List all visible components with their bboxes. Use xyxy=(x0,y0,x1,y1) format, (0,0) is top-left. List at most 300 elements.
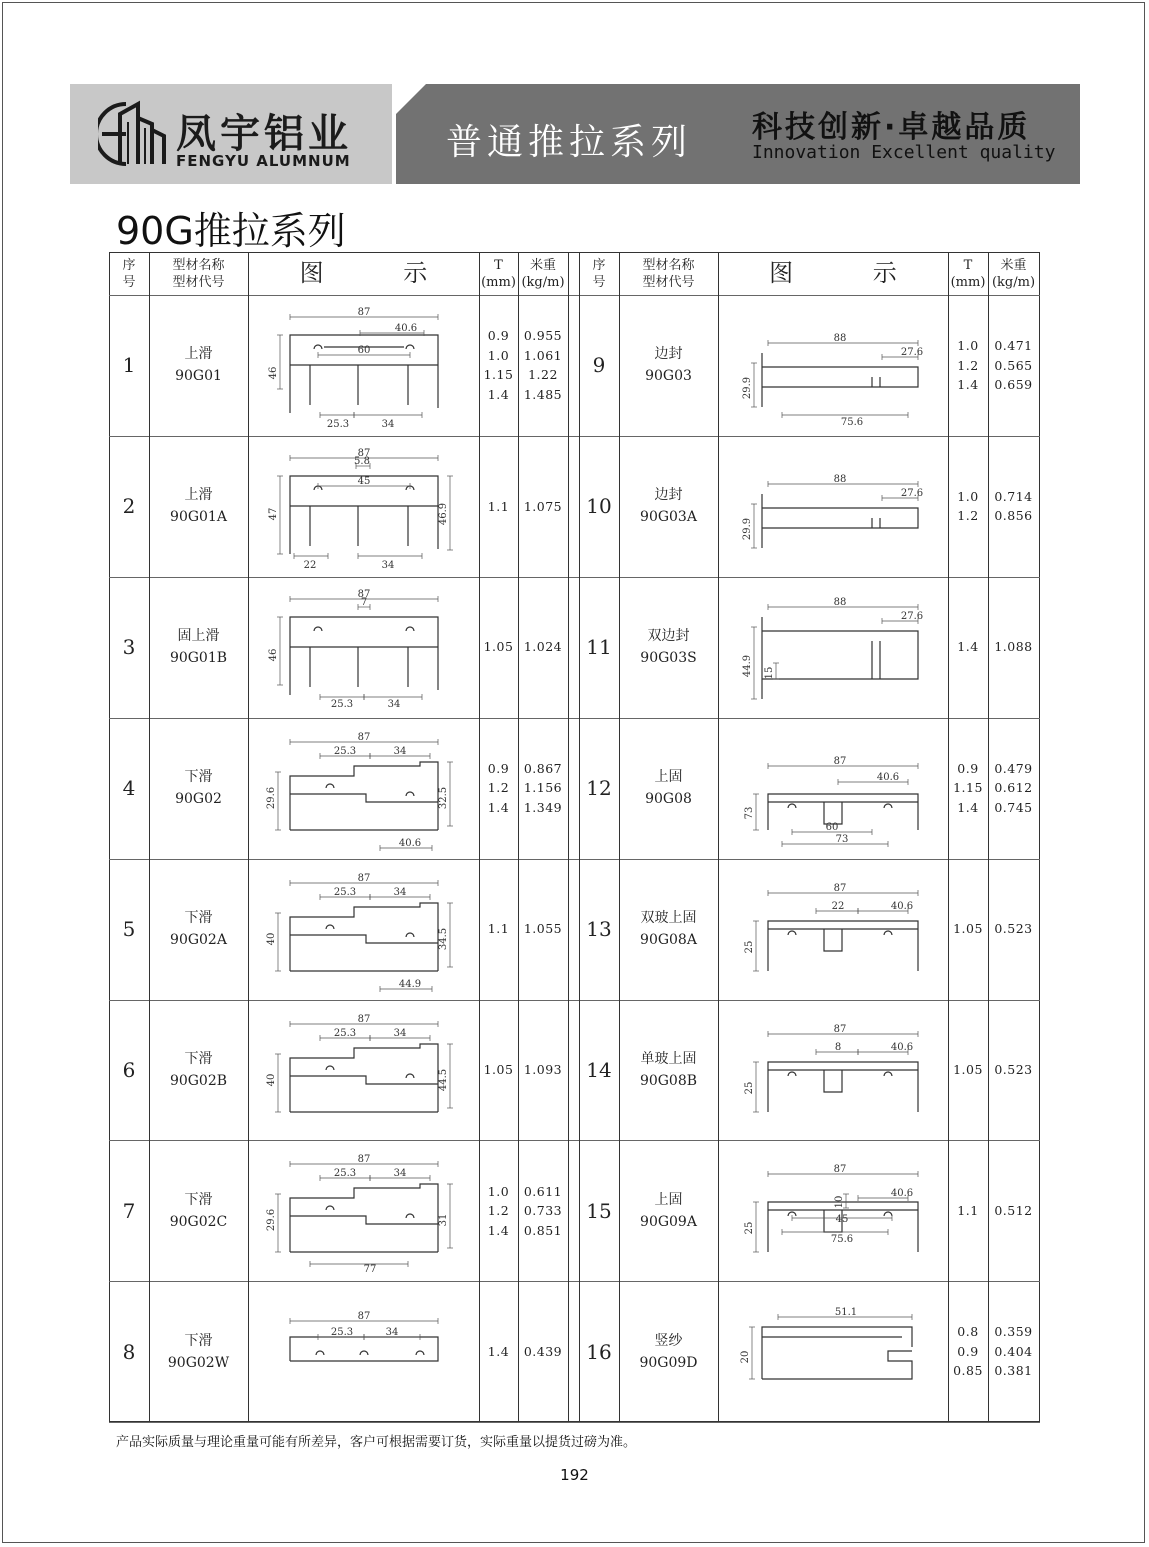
header-seq-line: 号 xyxy=(122,274,136,290)
profile-section-svg xyxy=(248,859,479,1000)
profile-code: 90G02W xyxy=(167,1354,230,1371)
profile-name-code xyxy=(619,577,718,718)
profile-code: 90G03 xyxy=(645,368,692,385)
row-number: 10 xyxy=(586,494,612,519)
header-weight xyxy=(988,252,1039,295)
profile-name: 边封 xyxy=(654,346,683,363)
thickness-value: 1.2 xyxy=(487,1203,510,1219)
dimension-label: 88 xyxy=(833,333,847,344)
weight-values xyxy=(518,577,568,718)
dimension-label: 87 xyxy=(357,447,371,459)
profile-name-code xyxy=(149,295,248,436)
thickness-value: 1.05 xyxy=(483,639,514,655)
weight-values xyxy=(518,1281,568,1422)
dimension-label: 87 xyxy=(357,307,371,318)
dimension-label: 25.3 xyxy=(330,698,354,710)
dimension-label: 34 xyxy=(381,559,395,571)
dimension-label: 87 xyxy=(833,1164,847,1176)
row-number: 11 xyxy=(586,635,612,660)
profile-drawing xyxy=(248,295,479,436)
profile-name: 下滑 xyxy=(184,769,213,786)
weight-value: 0.733 xyxy=(523,1203,563,1219)
profile-section-svg xyxy=(718,1281,948,1422)
dimension-label: 77 xyxy=(363,1264,377,1276)
dimension-label: 34 xyxy=(393,1027,407,1039)
profile-outline xyxy=(768,794,918,830)
dimension-label: 87 xyxy=(357,1013,371,1025)
profile-code: 90G02A xyxy=(170,932,227,949)
dimension-label: 20 xyxy=(740,1350,751,1364)
profile-drawing xyxy=(718,1000,948,1141)
dimension-label: 25.3 xyxy=(333,1027,357,1039)
dimension-label: 8 xyxy=(834,1041,842,1053)
header-thickness-line: T xyxy=(494,257,503,273)
thickness-values xyxy=(948,577,988,718)
row-number: 6 xyxy=(122,1057,136,1082)
thickness-value: 1.15 xyxy=(483,367,514,383)
dimension-label: 87 xyxy=(357,872,371,884)
thickness-value: 1.1 xyxy=(957,1203,979,1219)
profile-outline xyxy=(290,476,438,554)
dimension-label: 34 xyxy=(381,419,395,430)
profile-name: 边封 xyxy=(654,487,683,504)
profile-name: 双玻上固 xyxy=(640,910,697,927)
dimension-label: 87 xyxy=(357,1154,371,1166)
thickness-values xyxy=(479,1281,518,1422)
header-thickness-line: (mm) xyxy=(481,274,516,290)
thickness-values xyxy=(479,1140,518,1281)
weight-value: 1.22 xyxy=(528,367,558,383)
thickness-value: 0.8 xyxy=(957,1324,979,1340)
dimension-label: 34 xyxy=(393,745,407,757)
thickness-values xyxy=(948,436,988,577)
thickness-value: 1.15 xyxy=(953,780,983,796)
profile-section-svg xyxy=(248,1281,479,1422)
dimension-label: 73 xyxy=(744,806,755,820)
profile-name-code xyxy=(149,1140,248,1281)
weight-value: 0.565 xyxy=(994,357,1033,373)
weight-values xyxy=(518,295,568,436)
thickness-value: 1.2 xyxy=(957,357,979,373)
dimension-label: 34 xyxy=(385,1327,399,1339)
thickness-value: 1.4 xyxy=(957,639,979,655)
profile-code: 90G01B xyxy=(169,650,228,667)
row-number: 3 xyxy=(122,635,136,660)
dimension-label: 88 xyxy=(833,473,847,485)
profile-hook xyxy=(884,1072,892,1076)
profile-name-code xyxy=(149,1000,248,1141)
header-seq-line: 号 xyxy=(592,274,606,290)
thickness-value: 1.4 xyxy=(487,386,510,402)
thickness-value: 0.9 xyxy=(487,760,510,776)
profile-outline xyxy=(290,935,438,943)
profile-outline xyxy=(762,1351,912,1379)
weight-value: 0.612 xyxy=(994,780,1033,796)
profile-section-svg xyxy=(248,718,479,859)
weight-value: 0.745 xyxy=(994,799,1033,815)
profile-name-code xyxy=(619,1140,718,1281)
dimension-label: 40 xyxy=(266,932,277,945)
profile-name: 上滑 xyxy=(184,346,213,363)
profile-section-svg xyxy=(248,1140,479,1281)
dimension-label: 60 xyxy=(357,345,371,356)
dimension-label: 60 xyxy=(825,821,839,833)
profile-code: 90G08B xyxy=(639,1072,698,1089)
dimension-label: 40.6 xyxy=(890,900,914,912)
header-weight-line: 米重 xyxy=(529,257,556,273)
dimension-label: 27.6 xyxy=(900,610,924,622)
profile-outline xyxy=(290,903,438,971)
dimension-label: 29.6 xyxy=(266,786,277,809)
dimension-label: 27.6 xyxy=(900,487,924,499)
profile-code: 90G08 xyxy=(645,791,692,808)
profile-name: 下滑 xyxy=(184,1191,213,1208)
profile-name-code xyxy=(619,295,718,436)
thickness-value: 0.9 xyxy=(957,1343,979,1359)
dimension-label: 25.3 xyxy=(333,886,357,898)
profile-name: 下滑 xyxy=(184,1050,213,1067)
row-number: 16 xyxy=(586,1339,612,1364)
series-title: 普通推拉系列 xyxy=(446,122,693,163)
row-number: 1 xyxy=(122,353,136,378)
profile-hook xyxy=(406,1074,414,1078)
header-name-code-line: 型材代号 xyxy=(172,274,225,290)
row-number: 2 xyxy=(122,494,136,519)
thickness-value: 1.4 xyxy=(957,799,979,815)
weight-values xyxy=(518,859,568,1000)
profile-name: 下滑 xyxy=(184,910,213,927)
profile-code: 90G01 xyxy=(175,368,222,385)
thickness-value: 1.1 xyxy=(487,498,510,514)
profile-section-svg xyxy=(718,577,948,718)
dimension-label: 7 xyxy=(360,596,368,608)
dimension-label: 25 xyxy=(744,940,755,953)
dimension-label: 75.6 xyxy=(840,417,864,428)
building-logo-icon xyxy=(98,100,168,168)
profile-code: 90G09A xyxy=(640,1213,697,1230)
weight-values xyxy=(988,295,1039,436)
logo-box xyxy=(70,84,392,184)
header-name-code-line: 型材名称 xyxy=(172,257,225,273)
profile-section-svg xyxy=(248,436,479,577)
weight-value: 1.349 xyxy=(523,799,563,815)
thickness-value: 0.85 xyxy=(953,1363,983,1379)
profile-name-code xyxy=(619,718,718,859)
dimension-label: 32.5 xyxy=(438,786,449,809)
row-number: 8 xyxy=(122,1339,136,1364)
profile-drawing xyxy=(718,1140,948,1281)
row-number: 4 xyxy=(122,776,136,801)
weight-value: 0.439 xyxy=(523,1343,563,1359)
profile-outline xyxy=(290,1216,438,1224)
dimension-label: 10 xyxy=(834,1196,845,1209)
dimension-label: 44.9 xyxy=(742,654,753,677)
dimension-label: 87 xyxy=(357,588,371,600)
thickness-values xyxy=(948,1140,988,1281)
profile-hook xyxy=(360,1351,368,1355)
page-number: 192 xyxy=(560,1466,589,1484)
profile-outline xyxy=(762,494,918,548)
profile-hook xyxy=(406,933,414,937)
dimension-label: 87 xyxy=(833,1023,847,1035)
thickness-value: 1.4 xyxy=(487,1343,510,1359)
dimension-label: 73 xyxy=(835,833,849,845)
profile-code: 90G03A xyxy=(640,509,697,526)
weight-value: 0.955 xyxy=(523,328,563,344)
profile-section-svg xyxy=(718,859,948,1000)
profile-outline xyxy=(762,1327,912,1379)
profile-outline xyxy=(762,353,918,407)
profile-name-code xyxy=(149,718,248,859)
thickness-values xyxy=(479,295,518,436)
profile-hook xyxy=(788,1072,796,1076)
header-name-code xyxy=(619,252,718,295)
thickness-value: 1.05 xyxy=(953,921,983,937)
profile-drawing xyxy=(248,1140,479,1281)
profile-name-code xyxy=(619,436,718,577)
thickness-values xyxy=(479,718,518,859)
thickness-value: 1.1 xyxy=(487,921,510,937)
header-weight xyxy=(518,252,568,295)
weight-values xyxy=(988,1000,1039,1141)
thickness-value: 1.4 xyxy=(957,377,979,393)
brand-name-cn: 凤宇铝业 xyxy=(176,111,352,157)
dimension-label: 87 xyxy=(357,731,371,743)
row-number: 12 xyxy=(586,776,612,801)
dimension-label: 46 xyxy=(268,366,279,380)
profile-section-svg xyxy=(718,436,948,577)
weight-value: 0.856 xyxy=(994,508,1033,524)
dimension-label: 5.8 xyxy=(354,455,370,467)
profile-outline xyxy=(290,1337,438,1361)
header-name-code-line: 型材名称 xyxy=(642,257,695,273)
profile-outline xyxy=(824,929,842,951)
dimension-label: 25.3 xyxy=(330,1327,354,1339)
thickness-values xyxy=(479,859,518,1000)
header-weight-line: (kg/m) xyxy=(521,274,565,290)
dimension-label: 40.6 xyxy=(876,771,900,783)
header-name-code xyxy=(149,252,248,295)
weight-value: 1.061 xyxy=(523,347,563,363)
dimension-label: 87 xyxy=(357,1311,371,1323)
thickness-values xyxy=(948,718,988,859)
profile-name-code xyxy=(619,1000,718,1141)
dimension-label: 47 xyxy=(268,507,279,521)
weight-values xyxy=(518,1000,568,1141)
profile-hook xyxy=(314,345,322,349)
row-number: 15 xyxy=(586,1198,612,1223)
profile-hook xyxy=(406,345,414,349)
weight-value: 1.485 xyxy=(523,386,563,402)
weight-value: 1.055 xyxy=(523,921,563,937)
profile-drawing xyxy=(718,718,948,859)
weight-value: 1.088 xyxy=(994,639,1033,655)
profile-name-code xyxy=(149,859,248,1000)
weight-value: 0.714 xyxy=(994,488,1033,504)
weight-value: 0.611 xyxy=(523,1183,563,1199)
profile-name: 固上滑 xyxy=(177,628,220,645)
weight-value: 1.093 xyxy=(523,1062,563,1078)
profile-name: 双边封 xyxy=(647,628,690,645)
thickness-value: 1.05 xyxy=(483,1062,514,1078)
profile-drawing xyxy=(248,859,479,1000)
profile-code: 90G01A xyxy=(170,509,227,526)
dimension-label: 51.1 xyxy=(834,1307,858,1319)
thickness-value: 1.2 xyxy=(957,508,979,524)
profile-name: 上滑 xyxy=(184,487,213,504)
page-header xyxy=(70,84,1080,184)
profile-name-code xyxy=(149,436,248,577)
dimension-label: 29.9 xyxy=(742,517,753,541)
profile-code: 90G08A xyxy=(640,932,697,949)
profile-outline xyxy=(824,1070,842,1092)
dimension-label: 44.9 xyxy=(398,978,422,990)
profile-name-code xyxy=(149,577,248,718)
dimension-label: 46 xyxy=(268,648,279,662)
profile-outline xyxy=(290,1076,438,1084)
dimension-label: 27.6 xyxy=(900,347,924,358)
profile-drawing xyxy=(248,1000,479,1141)
profile-outline xyxy=(290,1184,438,1252)
table-column-divider xyxy=(568,252,569,1422)
profile-name-code xyxy=(619,859,718,1000)
profile-name-code xyxy=(149,1281,248,1422)
profile-drawing xyxy=(718,295,948,436)
thickness-values xyxy=(479,436,518,577)
profile-code: 90G09D xyxy=(639,1354,698,1371)
profile-name-code xyxy=(619,1281,718,1422)
dimension-label: 87 xyxy=(833,882,847,894)
weight-values xyxy=(518,718,568,859)
dimension-label: 75.6 xyxy=(830,1234,854,1246)
dimension-label: 25 xyxy=(744,1222,755,1235)
header-weight-line: 米重 xyxy=(1000,257,1027,273)
profile-hook xyxy=(316,1351,324,1355)
header-thickness-line: T xyxy=(963,257,973,273)
slogan-en: Innovation Excellent quality xyxy=(752,142,1056,163)
thickness-values xyxy=(479,577,518,718)
profile-hook xyxy=(788,931,796,935)
header-thickness-line: (mm) xyxy=(950,274,986,290)
profile-section-svg xyxy=(248,1000,479,1141)
profile-outline xyxy=(290,762,438,830)
row-number: 13 xyxy=(586,917,612,942)
dimension-label: 34.5 xyxy=(438,927,449,950)
profile-drawing xyxy=(248,1281,479,1422)
header-weight-line: (kg/m) xyxy=(991,274,1036,290)
profile-name: 竖纱 xyxy=(654,1332,683,1349)
weight-value: 0.512 xyxy=(994,1203,1033,1219)
profile-drawing xyxy=(718,577,948,718)
dimension-label: 29.6 xyxy=(266,1209,277,1232)
profile-hook xyxy=(416,1351,424,1355)
profile-code: 90G03S xyxy=(640,650,697,667)
profile-hook xyxy=(884,931,892,935)
thickness-values xyxy=(948,859,988,1000)
profile-drawing xyxy=(248,718,479,859)
row-number: 9 xyxy=(592,353,606,378)
dimension-label: 25 xyxy=(744,1081,755,1094)
thickness-value: 1.4 xyxy=(487,1222,510,1238)
dimension-label: 40.6 xyxy=(890,1041,914,1053)
header-seq xyxy=(579,252,619,295)
profile-outline xyxy=(762,617,918,699)
header-name-code-line: 型材代号 xyxy=(642,274,695,290)
weight-value: 0.523 xyxy=(994,1062,1033,1078)
weight-value: 0.381 xyxy=(994,1363,1033,1379)
profile-drawing xyxy=(718,436,948,577)
dimension-label: 40.6 xyxy=(890,1188,914,1200)
profile-drawing xyxy=(248,436,479,577)
profile-section-svg xyxy=(718,718,948,859)
table-row-divider xyxy=(109,1422,1040,1423)
header-seq-line: 序 xyxy=(122,257,136,273)
dimension-label: 34 xyxy=(393,886,407,898)
profile-section-svg xyxy=(248,577,479,718)
weight-value: 0.867 xyxy=(523,760,563,776)
brand-name-en: FENGYU ALUMNUM xyxy=(176,152,351,170)
thickness-value: 1.0 xyxy=(957,488,979,504)
banner-notch xyxy=(396,84,426,114)
profile-code: 90G02B xyxy=(169,1072,228,1089)
header-thickness xyxy=(948,252,988,295)
profile-outline xyxy=(290,617,438,695)
dimension-label: 40.6 xyxy=(394,323,418,334)
dimension-label: 22 xyxy=(831,900,845,912)
profile-hook xyxy=(884,804,892,808)
thickness-value: 1.0 xyxy=(487,347,510,363)
dimension-label: 29.9 xyxy=(742,376,753,400)
profile-hook xyxy=(884,1212,892,1216)
weight-value: 0.659 xyxy=(994,377,1033,393)
thickness-values xyxy=(948,295,988,436)
header-figure: 图 示 xyxy=(769,259,933,287)
thickness-value: 0.9 xyxy=(957,760,979,776)
profile-hook xyxy=(788,804,796,808)
thickness-value: 1.0 xyxy=(487,1183,510,1199)
row-number: 14 xyxy=(586,1057,612,1082)
thickness-value: 1.2 xyxy=(487,780,510,796)
weight-value: 0.851 xyxy=(523,1222,563,1238)
dimension-label: 88 xyxy=(833,596,847,608)
weight-values xyxy=(988,718,1039,859)
profile-hook xyxy=(326,784,334,788)
profile-section-svg xyxy=(718,295,948,436)
weight-value: 1.156 xyxy=(523,780,563,796)
profile-name: 上固 xyxy=(654,769,683,786)
footer-note: 产品实际质量与理论重量可能有所差异，客户可根据需要订货，实际重量以提货过磅为准。 xyxy=(116,1435,637,1450)
weight-value: 1.075 xyxy=(523,498,563,514)
profile-drawing xyxy=(718,1281,948,1422)
profile-code: 90G02C xyxy=(169,1213,228,1230)
profile-hook xyxy=(326,1066,334,1070)
page-title: 90G推拉系列 xyxy=(116,209,346,253)
header-figure: 图 示 xyxy=(299,259,464,287)
profile-name: 上固 xyxy=(654,1191,683,1208)
profile-section-svg xyxy=(248,295,479,436)
weight-values xyxy=(988,859,1039,1000)
thickness-value: 1.0 xyxy=(957,338,979,354)
dimension-label: 87 xyxy=(833,755,847,767)
profile-table xyxy=(109,252,1040,1422)
profile-hook xyxy=(406,627,414,631)
dimension-label: 25.3 xyxy=(333,745,357,757)
weight-value: 0.479 xyxy=(994,760,1033,776)
profile-name: 单玻上固 xyxy=(640,1050,697,1067)
weight-value: 0.359 xyxy=(994,1324,1033,1340)
profile-name: 下滑 xyxy=(184,1332,213,1349)
profile-section-svg xyxy=(718,1000,948,1141)
